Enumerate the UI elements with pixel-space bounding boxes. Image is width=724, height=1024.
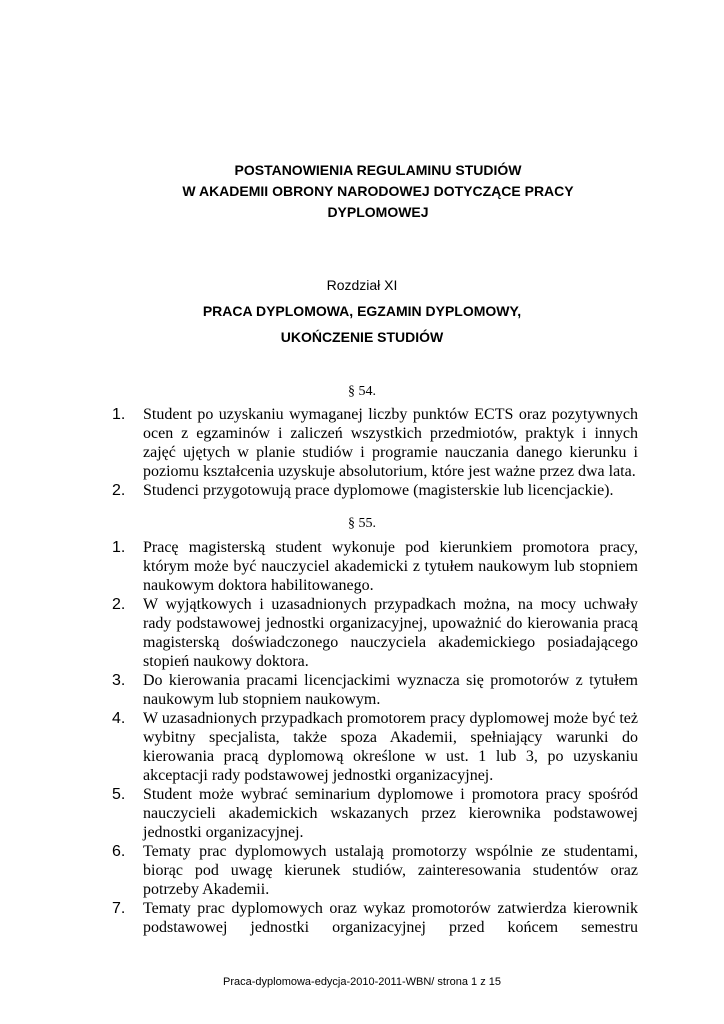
list-item [0, 481, 724, 500]
item-number: 4. [112, 710, 126, 727]
item-number: 2. [112, 482, 126, 499]
chapter-title-line-2: UKOŃCZENIE STUDIÓW [280, 329, 444, 345]
item-number: 3. [112, 672, 126, 689]
item-text: W uzasadnionych przypadkach promotorem pracy dyplomowej może być też wybitny specjalista, także spoza Akademii, spełniający warunki do kierowania pracą dyplomową określone w ust. 1 lub 3, po uzyskaniu akceptacji rady podstawowej jednostki organizacyjnej. [143, 710, 638, 784]
page-footer: Praca-dyplomowa-edycja-2010-2011-WBN/ strona 1 z 15 [223, 976, 501, 988]
item-text: Pracę magisterską student wykonuje pod kierunkiem promotora pracy, którym może być nauczyciel akademicki z tytułem naukowym lub stopniem naukowym doktora habilitowanego. [143, 539, 638, 594]
section-54-list [0, 405, 724, 500]
item-number: 1. [112, 406, 126, 423]
item-number: 6. [112, 843, 126, 860]
section-heading-54: § 54. [348, 384, 376, 399]
document-title [100, 160, 656, 223]
list-item [0, 405, 724, 481]
section-heading-55: § 55. [348, 516, 376, 531]
item-text: Student może wybrać seminarium dyplomowe i promotora pracy spośród nauczycieli akademickich wskazanych przez kierownika podstawowej jednostki organizacyjnej. [143, 786, 638, 841]
list-item [0, 842, 724, 899]
item-text: Tematy prac dyplomowych ustalają promotorzy wspólnie ze studentami, biorąc pod uwagę kierunek studiów, zainteresowania studentów oraz potrzeby Akademii. [143, 843, 638, 898]
chapter-title-line-1: PRACA DYPLOMOWA, EGZAMIN DYPLOMOWY, [202, 303, 522, 319]
item-number: 5. [112, 786, 126, 803]
item-text: Do kierowania pracami licencjackimi wyznacza się promotorów z tytułem naukowym lub stopniem naukowym. [143, 672, 638, 708]
title-line-3: DYPLOMOWEJ [327, 204, 429, 220]
item-text: Student po uzyskaniu wymaganej liczby punktów ECTS oraz pozytywnych ocen z egzaminów i zaliczeń wszystkich przedmiotów, praktyk i innych zajęć ujętych w planie studiów i programie nauczania danego kierunku i poziomu kształcenia uzyskuje absolutorium, które jest ważne przez dwa lata. [143, 406, 638, 480]
item-text: Studenci przygotowują prace dyplomowe (magisterskie lub licencjackie). [143, 482, 614, 499]
chapter-title [0, 298, 724, 350]
item-number: 1. [112, 539, 126, 556]
chapter-label: Rozdział XI [326, 277, 398, 293]
list-item [0, 785, 724, 842]
item-text: W wyjątkowych i uzasadnionych przypadkach można, na mocy uchwały rady podstawowej jednostki organizacyjnej, upoważnić do kierowania pracą magisterską doświadczonego nauczyciela akademickiego posiadającego stopień naukowy doktora. [143, 596, 638, 670]
item-number: 7. [112, 900, 126, 917]
title-line-2: W AKADEMII OBRONY NARODOWEJ DOTYCZĄCE PRACY [182, 183, 574, 199]
list-item [0, 538, 724, 595]
list-item [0, 671, 724, 709]
list-item [0, 709, 724, 785]
item-text: Tematy prac dyplomowych oraz wykaz promotorów zatwierdza kierownik podstawowej jednostki organizacyjnej przed końcem semestru [143, 900, 638, 936]
title-line-1: POSTANOWIENIA REGULAMINU STUDIÓW [234, 162, 522, 178]
list-item [0, 595, 724, 671]
item-number: 2. [112, 596, 126, 613]
list-item [0, 899, 724, 937]
section-55-list [0, 538, 724, 937]
